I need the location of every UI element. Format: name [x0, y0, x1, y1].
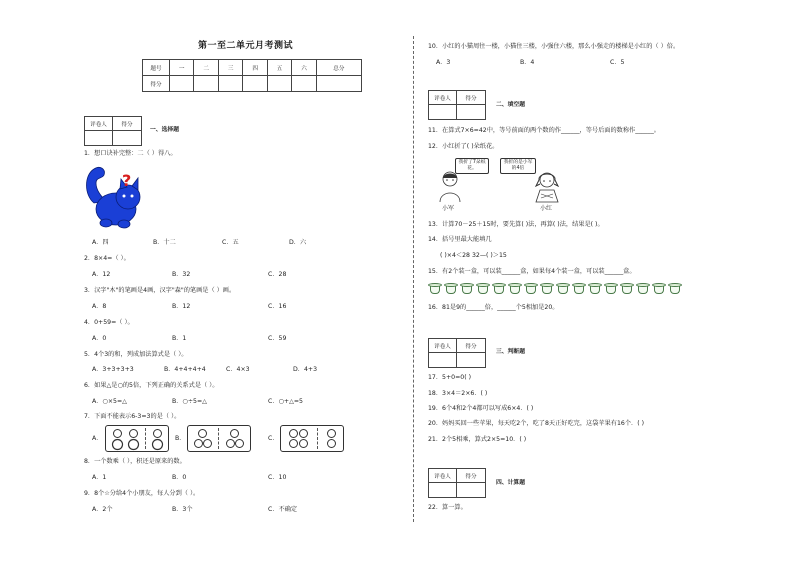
option-c[interactable]: C．59 [268, 335, 287, 342]
question-14: 14．括号里最大能填几 [428, 236, 492, 243]
option-a[interactable]: A．12 [92, 271, 111, 278]
cup-icon [572, 282, 586, 295]
cup-icon [476, 282, 490, 295]
circle-icon [226, 439, 235, 448]
question-mark-icon: ? [122, 171, 132, 190]
section-heading: 二、填空题 [496, 102, 525, 108]
option-c-label[interactable]: C． [268, 435, 279, 442]
question-8: 8．一个数乘（ ），积还是原来的数。 [84, 458, 186, 465]
dashed-divider [218, 428, 219, 449]
score-row-label: 得分 [143, 76, 170, 92]
cat-illustration [84, 163, 146, 231]
score-header-cell: 五 [267, 60, 291, 76]
cup-icon [620, 282, 634, 295]
option-a[interactable]: A．0 [92, 335, 107, 342]
circle-icon [203, 439, 212, 448]
grader-cell[interactable] [457, 105, 485, 119]
question-3: 3．汉字"木"的笔画是4画，汉字"森"的笔画是（ ）画。 [84, 287, 236, 294]
option-a[interactable]: A．○×5=△ [92, 398, 127, 405]
score-cell[interactable] [194, 76, 218, 92]
score-cell[interactable] [316, 76, 361, 92]
section-heading: 一、选择题 [150, 127, 179, 133]
cup-icon [444, 282, 458, 295]
cup-icon [540, 282, 554, 295]
score-header-cell: 一 [170, 60, 194, 76]
score-cell[interactable] [292, 76, 316, 92]
grader-label: 评卷人 [429, 469, 457, 483]
score-cell[interactable] [170, 76, 194, 92]
page-title: 第一至二单元月考测试 [198, 41, 294, 51]
option-b[interactable]: B．4+4+4+4 [164, 366, 206, 373]
circle-group [289, 429, 308, 448]
circle-group [194, 429, 212, 449]
question-17: 17．5+0=0( ) [428, 374, 472, 381]
circle-icon [299, 439, 308, 448]
circle-icon [299, 429, 308, 438]
grader-label: 评卷人 [429, 339, 457, 353]
option-b[interactable]: B．3个 [172, 506, 193, 513]
option-a[interactable]: A．1 [92, 474, 107, 481]
grader-label: 评卷人 [429, 91, 457, 105]
question-19: 19．6个4和2个4都可以写成6×4．( ) [428, 405, 534, 412]
circle-icon [289, 439, 298, 448]
option-a[interactable]: A．3 [436, 59, 451, 66]
cup-icon [460, 282, 474, 295]
score-header-cell: 三 [218, 60, 242, 76]
score-header-cell: 题号 [143, 60, 170, 76]
circle-icon [235, 439, 244, 448]
question-16: 16．81是9的______倍，______个5相加是20。 [428, 304, 559, 311]
girl-illustration [530, 170, 564, 204]
grader-cell[interactable] [457, 483, 485, 497]
circle-icon [230, 429, 239, 438]
question-18: 18．3×4＝2×6．( ) [428, 390, 488, 397]
option-b[interactable]: B．十二 [153, 239, 176, 246]
circle-icon [327, 429, 336, 438]
cup-icon [588, 282, 602, 295]
cat-eye [123, 195, 126, 198]
circle-icon [194, 439, 203, 448]
question-14-line: ( )×4＜28 32—( )＞15 [440, 252, 507, 259]
cat-paw [100, 219, 112, 227]
score-table-header-row [143, 60, 362, 76]
cup-icon [428, 282, 442, 295]
grader-box [428, 90, 486, 120]
question-2: 2．8×4=（ ）。 [84, 255, 130, 262]
grader-cell[interactable] [429, 353, 457, 367]
option-d[interactable]: D．4+3 [293, 366, 318, 373]
section-heading: 四、计算题 [496, 480, 525, 486]
option-a[interactable]: A．四 [92, 239, 109, 246]
grader-cell[interactable] [429, 483, 457, 497]
domino-option-c[interactable] [280, 425, 344, 452]
domino-option-a[interactable] [105, 425, 169, 452]
option-c[interactable]: C．五 [222, 239, 239, 246]
domino-option-b[interactable] [187, 425, 251, 452]
cup-icon [524, 282, 538, 295]
question-15: 15．有2个装一盒，可以装______盒，如果每4个装一盒，可以装______盒。 [428, 268, 636, 275]
circle-icon [113, 429, 122, 438]
question-21: 21．2个5相乘，算式2×5=10．( ) [428, 436, 527, 443]
question-4: 4．0+59=（ ）。 [84, 319, 134, 326]
score-cell[interactable] [218, 76, 242, 92]
grader-cell[interactable] [85, 131, 113, 145]
speech-bubble-left: 我折了7朵纸花。 [455, 158, 489, 174]
option-b[interactable]: B．12 [172, 303, 191, 310]
grader-label: 得分 [113, 117, 141, 131]
option-a[interactable]: A．3+3+3+3 [92, 366, 134, 373]
option-b[interactable]: B．0 [172, 474, 187, 481]
option-c[interactable]: C．5 [610, 59, 625, 66]
cat-eye [131, 195, 134, 198]
question-9: 9．8个☆分给4个小朋友，每人分到（ ）。 [84, 490, 200, 497]
speech-bubble-right: 我折的是小军的4倍 [500, 158, 536, 174]
cat-paw [118, 220, 130, 228]
option-a[interactable]: A．2个 [92, 506, 113, 513]
circle-icon [289, 429, 298, 438]
score-header-cell: 总分 [316, 60, 361, 76]
grader-cell[interactable] [429, 105, 457, 119]
option-c[interactable]: C．10 [268, 474, 287, 481]
question-11: 11．在算式7×6=42中，等号前面的两个数的作______，等号后面的数称作______。 [428, 127, 660, 134]
grader-label: 得分 [457, 91, 485, 105]
question-22: 22．算一算。 [428, 504, 467, 511]
score-cell[interactable] [243, 76, 267, 92]
score-table [142, 59, 362, 92]
circle-icon [153, 429, 162, 438]
grader-cell[interactable] [457, 353, 485, 367]
dashed-divider [145, 428, 146, 449]
cup-icon [636, 282, 650, 295]
grader-label: 得分 [457, 339, 485, 353]
circle-group [327, 429, 336, 448]
circle-icon [129, 429, 138, 438]
option-c[interactable]: C．4×3 [226, 366, 250, 373]
section-heading: 三、判断题 [496, 349, 525, 355]
question-13: 13．计算70－25＋15时，要先算( )法，再算( )法，结果是( )。 [428, 221, 604, 228]
name-label-left: 小军 [442, 205, 455, 212]
cup-icon [508, 282, 522, 295]
option-c[interactable]: C．28 [268, 271, 287, 278]
score-table-score-row [143, 76, 362, 92]
cup-icon [652, 282, 666, 295]
grader-cell[interactable] [113, 131, 141, 145]
question-10: 10．小红的小猫周往一楼，小猫住三楼，小强住六楼，那么小强走的楼梯是小红的（ ）倍。 [428, 43, 680, 50]
grader-box [84, 116, 142, 146]
cup-icon [492, 282, 506, 295]
column-divider [413, 36, 414, 522]
dashed-divider [317, 428, 318, 449]
option-a[interactable]: A．8 [92, 303, 107, 310]
cup-icon [556, 282, 570, 295]
option-b[interactable]: B．32 [172, 271, 191, 278]
circle-group [226, 429, 244, 449]
cup-row [428, 282, 682, 295]
circle-icon [327, 439, 336, 448]
cup-icon [604, 282, 618, 295]
cup-icon [668, 282, 682, 295]
option-d[interactable]: D．六 [289, 239, 307, 246]
boy-illustration [436, 170, 466, 204]
question-5: 5．4个3的和，列成加法算式是（ ）。 [84, 351, 188, 358]
option-a-label[interactable]: A． [92, 435, 103, 442]
option-b-label[interactable]: B． [175, 435, 186, 442]
grader-box [428, 338, 486, 368]
option-b[interactable]: B．1 [172, 335, 187, 342]
name-label-right: 小红 [540, 205, 553, 212]
question-7: 7．下面不能表示6-3=3的是（ ）。 [84, 413, 181, 420]
grader-label: 评卷人 [85, 117, 113, 131]
question-12: 12．小红折了( )朵纸花。 [428, 143, 499, 150]
option-b[interactable]: B．○÷5=△ [172, 398, 207, 405]
question-1: 1．想口诀补完整：二（ ）得八。 [84, 150, 177, 157]
option-c[interactable]: C．○+△=5 [268, 398, 303, 405]
score-cell[interactable] [267, 76, 291, 92]
option-c[interactable]: C．不确定 [268, 506, 298, 513]
score-header-cell: 二 [194, 60, 218, 76]
question-20: 20．妈妈买回一些苹果，每天吃2个，吃了8天正好吃完，这袋苹果有16个．( ) [428, 420, 645, 427]
question-6: 6．如果△是○的5倍，下列正确的关系式是（ ）。 [84, 382, 219, 389]
score-header-cell: 四 [243, 60, 267, 76]
circle-icon [198, 429, 207, 438]
grader-label: 得分 [457, 469, 485, 483]
option-c[interactable]: C．16 [268, 303, 287, 310]
grader-box [428, 468, 486, 498]
score-header-cell: 六 [292, 60, 316, 76]
option-b[interactable]: B．4 [520, 59, 535, 66]
